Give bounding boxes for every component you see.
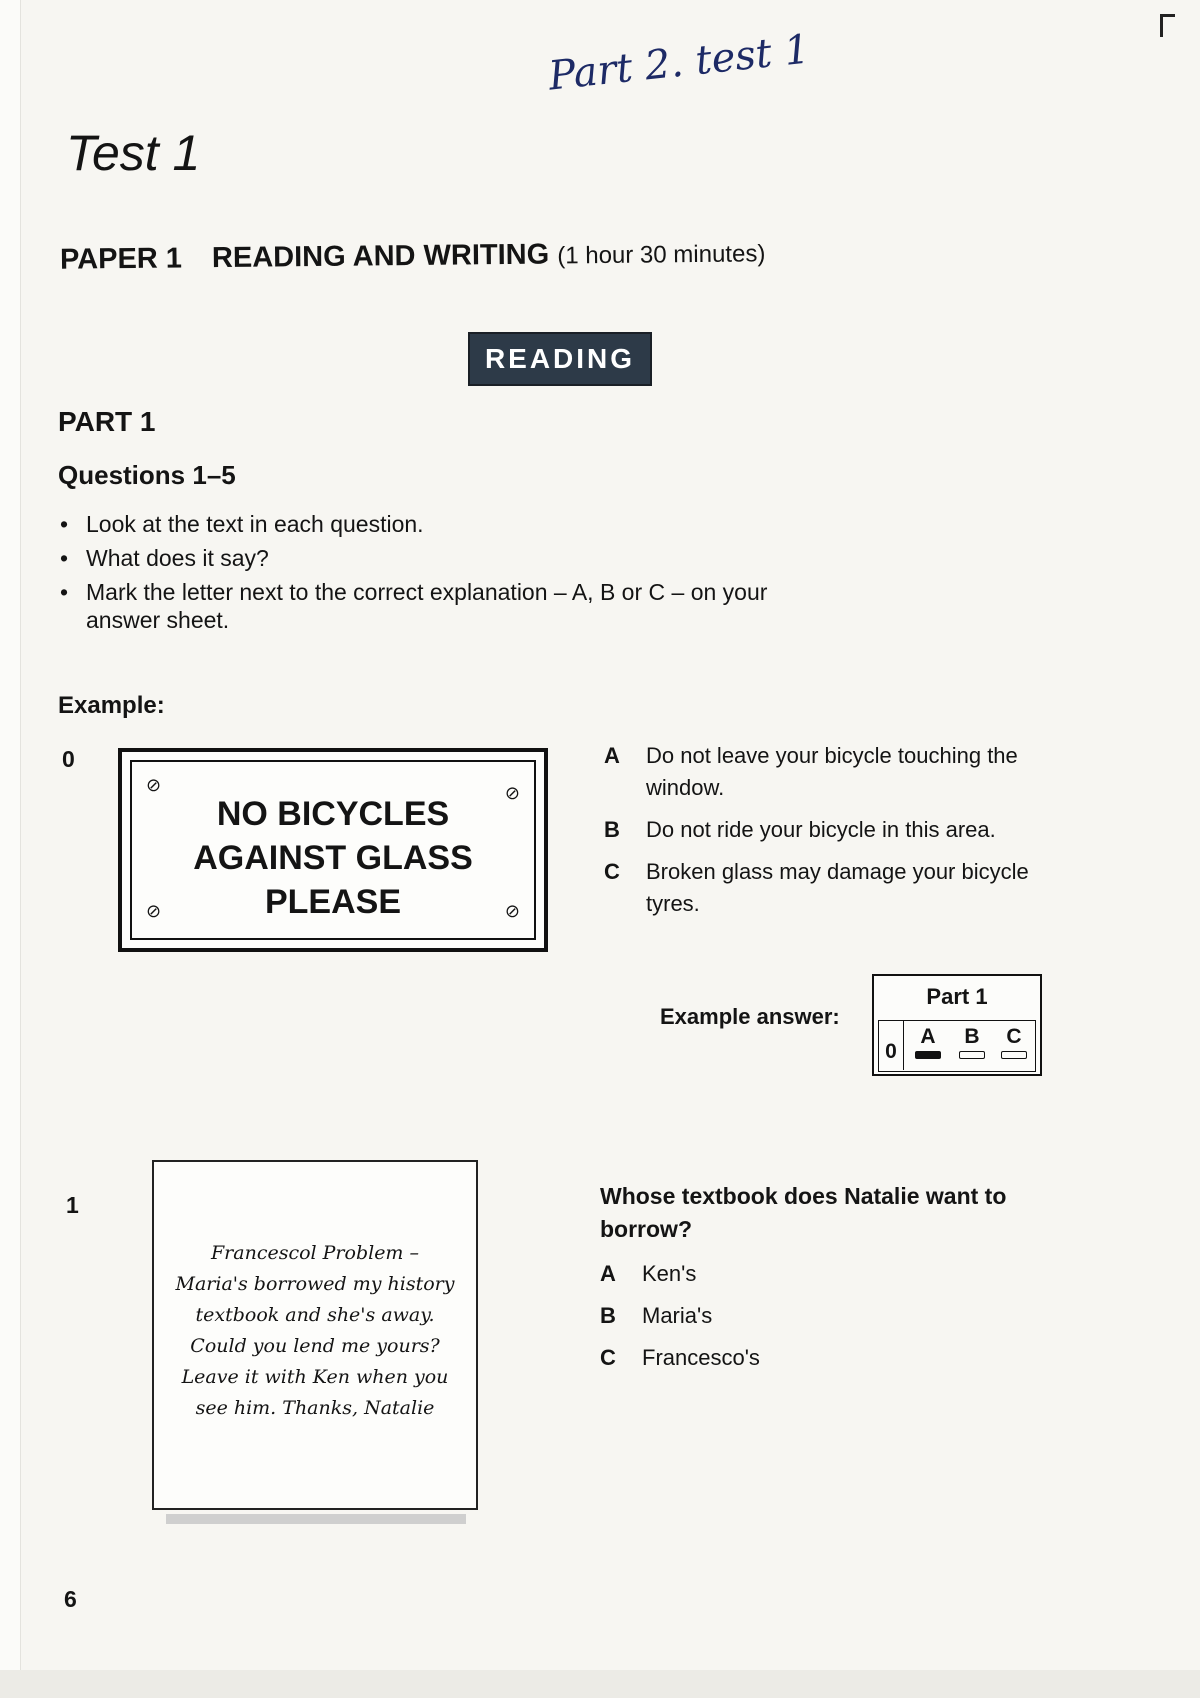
handwritten-note: Part 2. test 1	[546, 26, 812, 100]
lozenge-empty-icon	[1001, 1051, 1027, 1059]
note-shadow	[166, 1514, 466, 1524]
bullet-icon: •	[60, 545, 69, 571]
page-bottom-edge	[0, 1670, 1200, 1698]
bullet-icon: •	[60, 511, 69, 537]
bullet-icon: •	[60, 579, 69, 605]
note-text: Francescol Problem – Maria's borrowed my history textbook and she's away. Could you lend me yours? Leave it with Ken when you see him. Thanks, Natalie	[175, 1242, 455, 1419]
example-option-a: A Do not leave your bicycle touching the window.	[604, 743, 1018, 800]
page-left-edge	[0, 0, 21, 1698]
instruction-item: • What does it say?	[60, 545, 269, 571]
screw-icon: ⊘	[504, 783, 520, 803]
instruction-item: • Look at the text in each question.	[60, 511, 424, 537]
answer-option-c: C	[997, 1025, 1031, 1059]
paper-number: PAPER 1	[59, 242, 183, 276]
question-1-option-b: B Maria's	[600, 1303, 713, 1328]
question-1-text: Whose textbook does Natalie want to borrow?	[600, 1183, 1007, 1242]
lozenge-empty-icon	[959, 1051, 985, 1059]
example-label: Example:	[58, 692, 165, 719]
screw-icon: ⊘	[146, 775, 162, 795]
test-title: Test 1	[66, 125, 201, 181]
answer-row	[878, 1020, 1036, 1072]
example-answer-label: Example answer:	[660, 1004, 840, 1029]
paper-title: READING AND WRITING	[211, 238, 550, 275]
questions-heading: Questions 1–5	[58, 460, 236, 490]
answer-row-number: 0	[879, 1021, 904, 1070]
answer-option-a: A	[911, 1025, 945, 1059]
question-1-option-c: C Francesco's	[600, 1345, 760, 1370]
paper-duration: (1 hour 30 minutes)	[557, 240, 766, 270]
answer-box-title: Part 1	[926, 984, 988, 1009]
answer-option-b: B	[955, 1025, 989, 1059]
instructions-list	[58, 510, 818, 640]
question-1-note	[152, 1160, 478, 1510]
screw-icon: ⊘	[146, 901, 162, 921]
example-options	[604, 740, 1064, 930]
corner-crop-mark	[1160, 14, 1175, 37]
sign-inner-border	[130, 760, 536, 940]
reading-section-banner: READING	[468, 332, 652, 386]
screw-icon: ⊘	[504, 901, 520, 921]
question-1-number: 1	[66, 1192, 79, 1218]
question-1-options	[600, 1258, 1000, 1384]
lozenge-filled-icon	[915, 1051, 941, 1059]
example-option-b: B Do not ride your bicycle in this area.	[604, 817, 996, 842]
example-question-number: 0	[62, 746, 75, 772]
example-option-c: C Broken glass may damage your bicycle tyres.	[604, 859, 1029, 916]
example-answer-box	[872, 974, 1042, 1076]
example-sign	[118, 748, 548, 952]
question-1-option-a: A Ken's	[600, 1261, 697, 1286]
page-number: 6	[64, 1586, 77, 1612]
instruction-item: • Mark the letter next to the correct explanation – A, B or C – on your answer sheet.	[60, 579, 768, 633]
part-heading: PART 1	[58, 406, 156, 437]
paper-heading	[60, 236, 766, 276]
sign-text: NO BICYCLES AGAINST GLASS PLEASE	[193, 795, 473, 921]
